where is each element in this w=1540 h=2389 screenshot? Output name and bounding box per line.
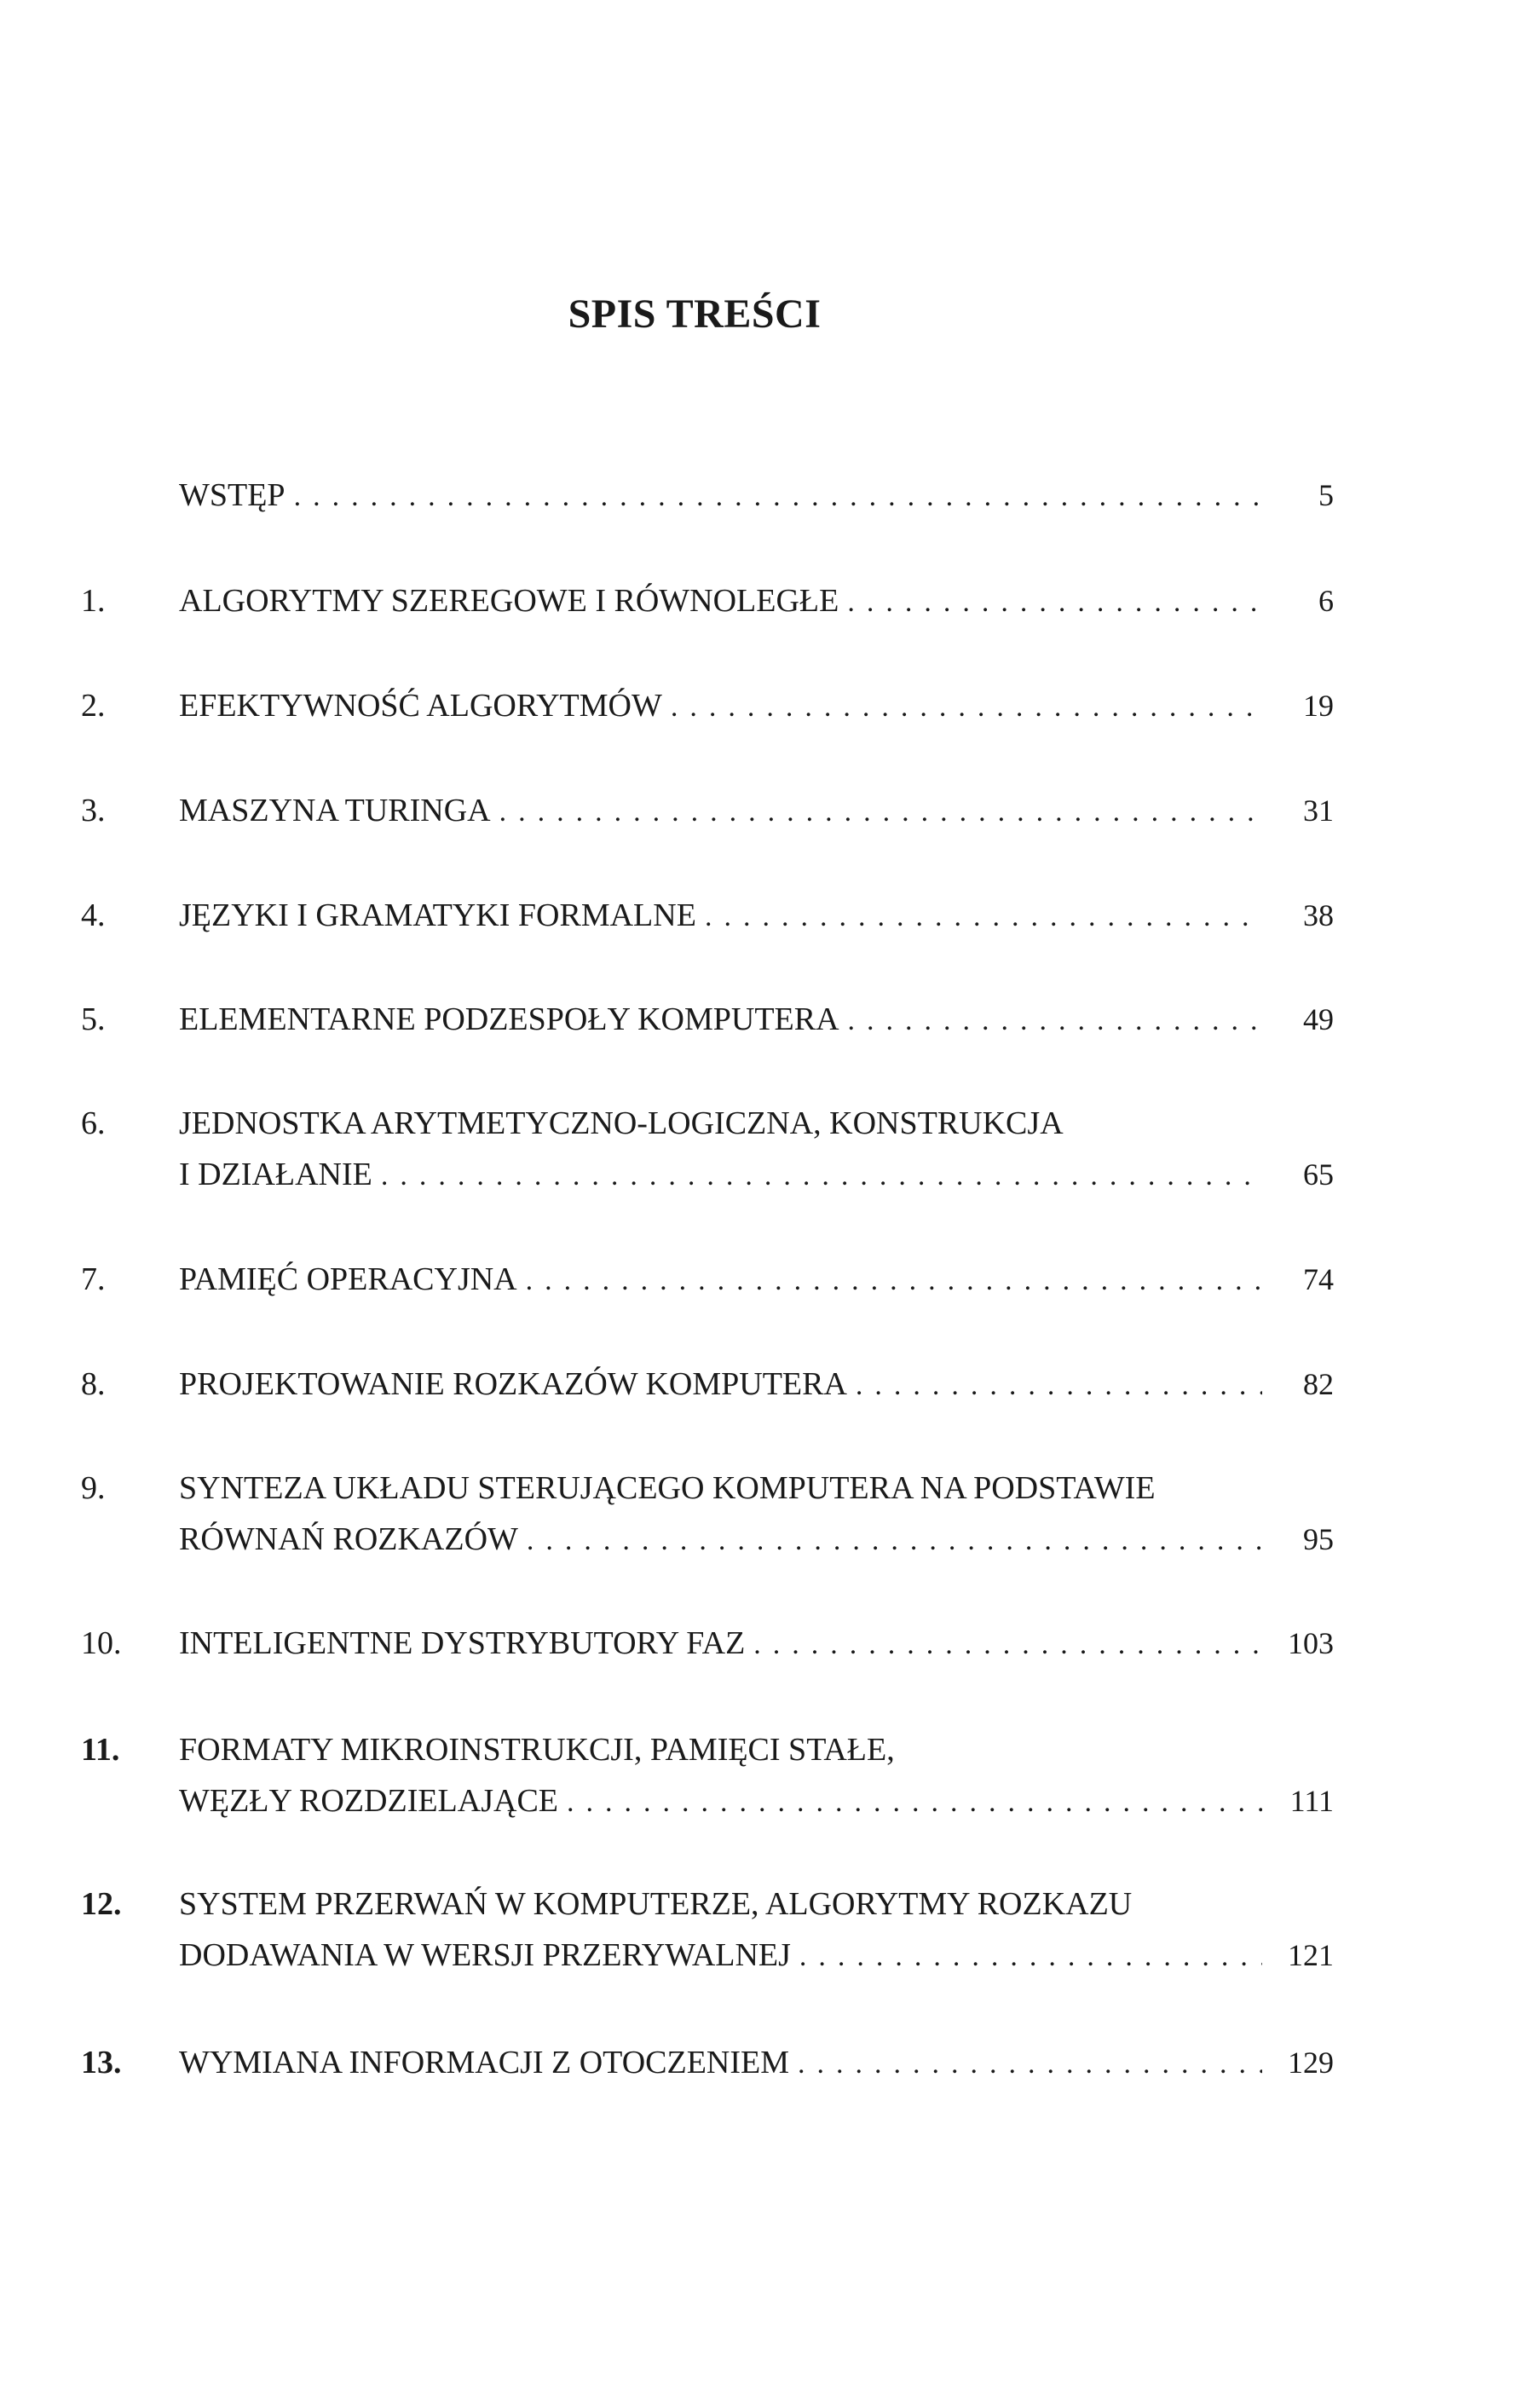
entry-title-line-1: JEDNOSTKA ARYTMETYCZNO-LOGICZNA, KONSTRUKCJA	[179, 1105, 1064, 1141]
toc-entry-3	[81, 787, 1334, 834]
toc-entry-5	[81, 995, 1334, 1043]
entry-page-number: 111	[1289, 1784, 1334, 1818]
toc-entry-6	[81, 1099, 1334, 1198]
entry-number: 10.	[81, 1625, 122, 1661]
entry-page-number: 95	[1303, 1522, 1334, 1556]
entry-number: 8.	[81, 1366, 106, 1402]
entry-number: 7.	[81, 1261, 106, 1297]
entry-title: WSTĘP	[179, 477, 286, 513]
entry-page-number: 121	[1288, 1938, 1334, 1972]
entry-title: INTELIGENTNE DYSTRYBUTORY FAZ	[179, 1625, 746, 1661]
entry-page-number: 38	[1303, 898, 1334, 932]
entry-page-number: 6	[1318, 584, 1334, 618]
toc-entry-8	[81, 1360, 1334, 1408]
entry-page-number: 49	[1303, 1002, 1334, 1036]
entry-title-line-2: RÓWNAŃ ROZKAZÓW	[179, 1521, 518, 1557]
entry-title: PROJEKTOWANIE ROZKAZÓW KOMPUTERA	[179, 1366, 847, 1402]
dot-leader	[705, 893, 1262, 941]
entry-number: 1.	[81, 583, 106, 619]
entry-title-line-2: WĘZŁY ROZDZIELAJĄCE	[179, 1783, 558, 1819]
dot-leader	[753, 1621, 1262, 1669]
dot-leader	[294, 473, 1262, 521]
entry-title: MASZYNA TURINGA	[179, 793, 491, 828]
entry-number: 13.	[81, 2045, 122, 2080]
dot-leader	[671, 684, 1262, 731]
entry-number: 9.	[81, 1470, 106, 1506]
toc-entry-10	[81, 1619, 1334, 1667]
dot-leader	[499, 788, 1262, 836]
dot-leader	[526, 1257, 1262, 1305]
entry-title: ALGORYTMY SZEREGOWE I RÓWNOLEGŁE	[179, 583, 839, 619]
toc-entry-7	[81, 1255, 1334, 1303]
entry-title-line-1: SYNTEZA UKŁADU STERUJĄCEGO KOMPUTERA NA PODSTAWIE	[179, 1470, 1156, 1506]
entry-number: 2.	[81, 688, 106, 724]
entry-page-number: 82	[1303, 1367, 1334, 1401]
entry-title: WYMIANA INFORMACJI Z OTOCZENIEM	[179, 2045, 790, 2080]
dot-leader	[799, 1933, 1262, 1981]
entry-title-line-1: SYSTEM PRZERWAŃ W KOMPUTERZE, ALGORYTMY ROZKAZU	[179, 1886, 1133, 1922]
toc-entry-11	[81, 1726, 1334, 1825]
entry-title: JĘZYKI I GRAMATYKI FORMALNE	[179, 897, 696, 933]
toc-entry-9	[81, 1464, 1334, 1563]
entry-page-number: 103	[1288, 1626, 1334, 1660]
dot-leader	[381, 1152, 1262, 1200]
toc-entry-13	[81, 2039, 1334, 2086]
toc-entry-intro	[81, 471, 1334, 519]
toc-entry-1	[81, 577, 1334, 625]
toc-entry-2	[81, 682, 1334, 730]
entry-number: 11.	[81, 1732, 120, 1768]
entry-title-line-2: I DZIAŁANIE	[179, 1157, 372, 1192]
dot-leader	[567, 1779, 1262, 1826]
entry-title: PAMIĘĆ OPERACYJNA	[179, 1261, 517, 1297]
toc-entry-4	[81, 892, 1334, 939]
entry-page-number: 74	[1303, 1262, 1334, 1296]
entry-title: EFEKTYWNOŚĆ ALGORYTMÓW	[179, 688, 662, 724]
dot-leader	[798, 2040, 1262, 2088]
entry-title-line-1: FORMATY MIKROINSTRUKCJI, PAMIĘCI STAŁE,	[179, 1732, 895, 1768]
dot-leader	[527, 1517, 1262, 1565]
entry-page-number: 129	[1288, 2046, 1334, 2080]
entry-page-number: 19	[1303, 689, 1334, 723]
entry-number: 5.	[81, 1001, 106, 1037]
toc-entry-12	[81, 1880, 1334, 1979]
entry-number: 12.	[81, 1886, 122, 1922]
entry-number: 3.	[81, 793, 106, 828]
page-title: SPIS TREŚCI	[568, 291, 822, 337]
entry-page-number: 31	[1303, 793, 1334, 828]
entry-title: ELEMENTARNE PODZESPOŁY KOMPUTERA	[179, 1001, 839, 1037]
entry-page-number: 5	[1318, 478, 1334, 512]
entry-title-line-2: DODAWANIA W WERSJI PRZERYWALNEJ	[179, 1937, 791, 1973]
dot-leader	[848, 997, 1262, 1045]
dot-leader	[856, 1362, 1262, 1410]
entry-number: 4.	[81, 897, 106, 933]
entry-page-number: 65	[1303, 1157, 1334, 1192]
dot-leader	[847, 579, 1262, 626]
entry-number: 6.	[81, 1105, 106, 1141]
